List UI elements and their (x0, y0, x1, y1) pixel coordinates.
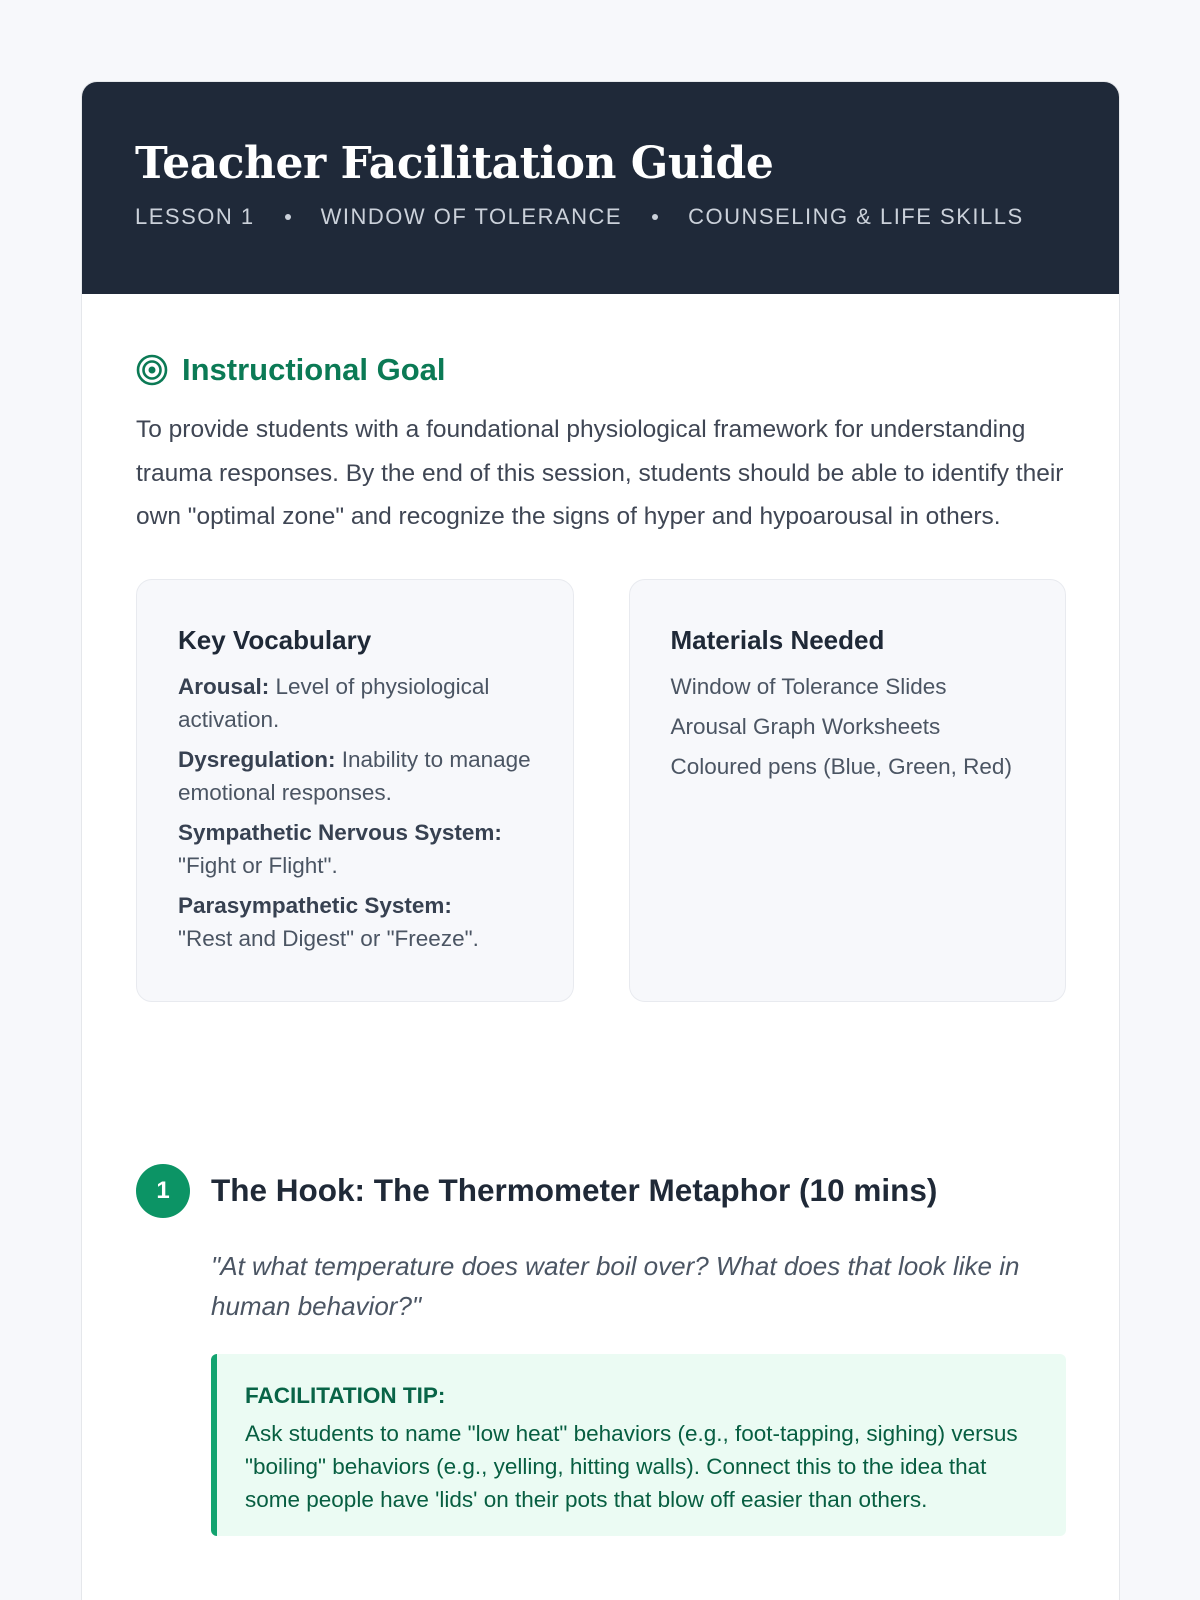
hook-quote: "At what temperature does water boil over? What does that look like in human behavior?" (211, 1250, 1020, 1321)
goal-heading: Instructional Goal (182, 352, 446, 387)
vocab-term: Parasympathetic System: (178, 892, 452, 918)
goal-heading-row (136, 352, 1066, 388)
tip-label: FACILITATION TIP: (245, 1382, 446, 1408)
vocab-term: Dysregulation: (178, 746, 336, 772)
guide-header (82, 82, 1119, 294)
meta-topic: WINDOW OF TOLERANCE (320, 204, 623, 229)
material-item: Window of Tolerance Slides (670, 673, 947, 699)
vocab-item (178, 743, 533, 809)
meta-lesson: LESSON 1 (135, 204, 255, 229)
target-icon (136, 354, 168, 386)
vocab-definition: "Rest and Digest" or "Freeze". (178, 925, 479, 951)
step-number-badge: 1 (136, 1164, 190, 1218)
material-item: Arousal Graph Worksheets (670, 713, 941, 739)
vocab-item (178, 816, 533, 882)
step-body (136, 1246, 1066, 1536)
materials-heading: Materials Needed (670, 624, 885, 655)
page-title: Teacher Facilitation Guide (135, 138, 774, 189)
vocab-definition: Level of physiological activation. (178, 673, 490, 732)
separator-dot-icon (285, 214, 291, 220)
vocab-definition: "Fight or Flight". (178, 852, 338, 878)
vocab-item (178, 670, 533, 736)
guide-body (82, 352, 1119, 1536)
vocab-item (178, 889, 533, 955)
lesson-meta (135, 204, 1066, 230)
vocab-term: Arousal: (178, 673, 270, 699)
vocabulary-heading: Key Vocabulary (178, 624, 372, 655)
material-item: Coloured pens (Blue, Green, Red) (670, 753, 1012, 779)
guide-card (81, 81, 1120, 1600)
info-boxes (136, 579, 1066, 1002)
facilitation-tip (211, 1354, 1066, 1536)
separator-dot-icon (652, 214, 658, 220)
tip-text: Ask students to name "low heat" behaviors (e.g., foot-tapping, sighing) versus "boiling" behaviors (e.g., yelling, hitting walls). Connect this to the idea that some people have 'lids' on their pots that blow off easier than others. (245, 1420, 1018, 1512)
vocabulary-box (136, 579, 574, 1002)
step-heading-row (136, 1164, 1066, 1218)
vocab-definition: Inability to manage emotional responses. (178, 746, 531, 805)
vocab-term: Sympathetic Nervous System: (178, 819, 502, 845)
materials-box (629, 579, 1067, 1002)
goal-description: To provide students with a foundational physiological framework for understanding trauma responses. By the end of this session, students should be able to identify their own "optimal zone" and recognize the signs of hyper and hypoarousal in others. (136, 416, 1064, 530)
meta-subject: COUNSELING & LIFE SKILLS (688, 204, 1024, 229)
step-heading: The Hook: The Thermometer Metaphor (10 mins) (211, 1172, 938, 1208)
